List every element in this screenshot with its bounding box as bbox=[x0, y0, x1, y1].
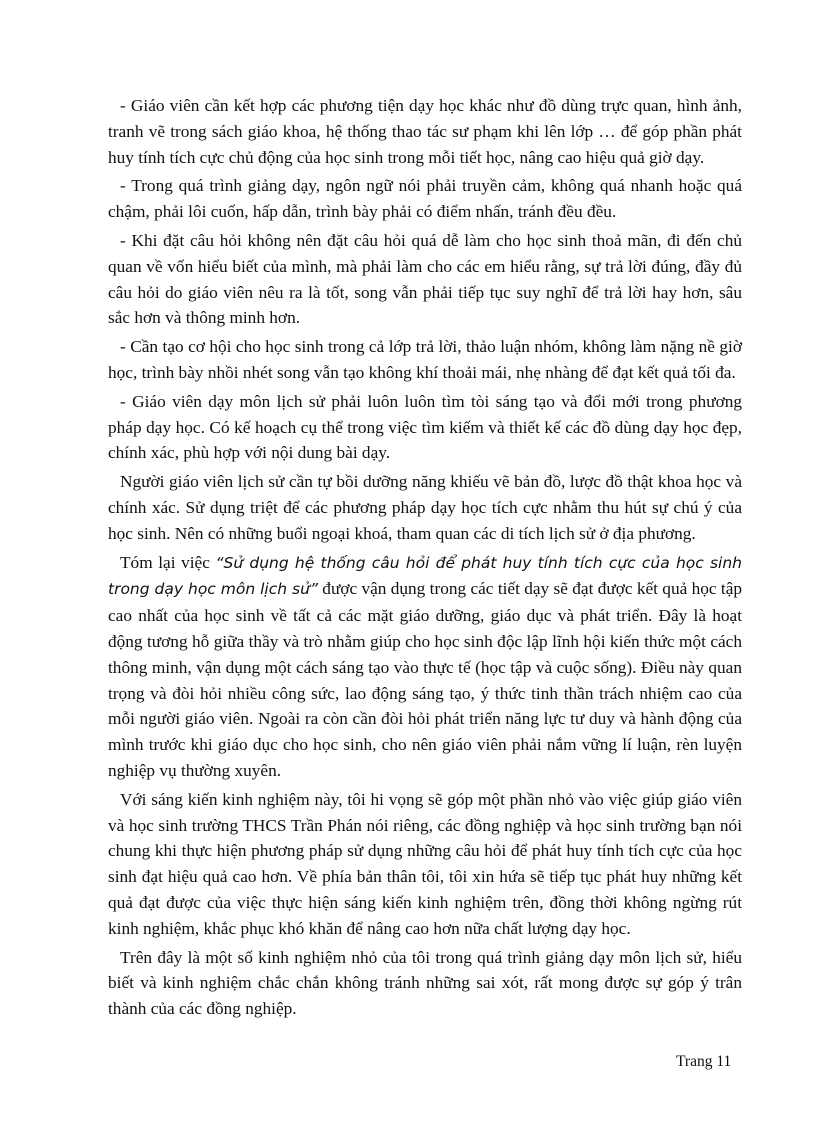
page-body bbox=[108, 93, 742, 1025]
paragraph-closing: Trên đây là một số kinh nghiệm nhỏ của tôi trong quá trình giảng dạy môn lịch sử, hiểu biết và kinh nghiệm chắc chắn không tránh những sai xót, rất mong được sự góp ý trân thành của các đồng nghiệp. bbox=[108, 947, 742, 1019]
paragraph-teaching-aids: - Giáo viên cần kết hợp các phương tiện dạy học khác như đồ dùng trực quan, hình ảnh, tranh vẽ trong sách giáo khoa, hệ thống thao tác sư phạm khi lên lớp … để góp phần phát huy tính tích cực chủ động của học sinh trong mỗi tiết học, nâng cao hiệu quả giờ dạy. bbox=[108, 96, 742, 167]
paragraph-questioning: - Khi đặt câu hỏi không nên đặt câu hỏi quá dễ làm cho học sinh thoả mãn, đi đến chủ quan về vốn hiểu biết của mình, mà phải làm cho các em hiểu rằng, sự trả lời đúng, đầy đủ câu hỏi do giáo viên nêu ra là tốt, song vẫn phải tiếp tục suy nghĩ để trả lời hay hơn, sâu sắc hơn và thông minh hơn. bbox=[108, 230, 742, 328]
summary-rest: được vận dụng trong các tiết dạy sẽ đạt được kết quả học tập cao nhất của học sinh về tất cả các mặt giáo dưỡng, giáo dục và phát triển. Đây là hoạt động tương hỗ giữa thầy và trò nhằm giúp cho học sinh độc lập lĩnh hội kiến thức một cách thông minh, vận dụng một cách sáng tạo vào thực tế (học tập và cuộc sống). Điều này quan trọng và đòi hỏi nhiều công sức, lao động sáng tạo, ý thức tinh thần trách nhiệm cao của mỗi người giáo viên. Ngoài ra còn cần đòi hỏi phát triển năng lực tư duy và hành động của mình trước khi giáo dục cho học sinh, cho nên giáo viên phải nắm vững lí luận, rèn luyện nghiệp vụ thường xuyên. bbox=[108, 579, 743, 780]
paragraph-class-participation: - Cần tạo cơ hội cho học sinh trong cả lớp trả lời, thảo luận nhóm, không làm nặng nề giờ học, trình bày nhồi nhét song vẫn tạo không khí thoải mái, nhẹ nhàng để đạt kết quả tối đa. bbox=[108, 337, 742, 382]
paragraph-maps: Người giáo viên lịch sử cần tự bồi dưỡng năng khiếu vẽ bản đồ, lược đồ thật khoa học và chính xác. Sử dụng triệt để các phương pháp dạy học tích cực nhằm thu hút sự chú ý của học sinh. Nên có những buổi ngoại khoá, tham quan các di tích lịch sử ở địa phương. bbox=[108, 472, 742, 543]
paragraph-speech: - Trong quá trình giảng dạy, ngôn ngữ nói phải truyền cảm, không quá nhanh hoặc quá chậm, phải lôi cuốn, hấp dẫn, trình bày phải có điểm nhấn, tránh đều đều. bbox=[108, 176, 742, 222]
page-number: Trang 11 bbox=[676, 1053, 732, 1070]
summary-quote: “Sử dụng hệ thống câu hỏi để phát huy tính tích cực của học sinh trong dạy học môn lịch sử” bbox=[108, 553, 743, 599]
paragraph-hopes: Với sáng kiến kinh nghiệm này, tôi hi vọng sẽ góp một phần nhỏ vào việc giúp giáo viên và học sinh trường THCS Trần Phán nói riêng, các đồng nghiệp và học sinh trường bạn nói chung khi thực hiện phương pháp sử dụng những câu hỏi để phát huy tính tích cực của học sinh đạt hiệu quả cao hơn. Về phía bản thân tôi, tôi xin hứa sẽ tiếp tục phát huy những kết quả đạt được của việc thực hiện sáng kiến kinh nghiệm trên, đồng thời không ngừng rút kinh nghiệm, khắc phục khó khăn để nâng cao hơn nữa chất lượng dạy học. bbox=[108, 789, 742, 938]
paragraph-summary bbox=[108, 550, 742, 784]
paragraph-innovation: - Giáo viên dạy môn lịch sử phải luôn luôn tìm tòi sáng tạo và đổi mới trong phương pháp dạy học. Có kế hoạch cụ thể trong việc tìm kiếm và thiết kế các đồ dùng dạy học đẹp, chính xác, phù hợp với nội dung bài dạy. bbox=[108, 391, 742, 463]
summary-lead: Tóm lại việc bbox=[120, 552, 216, 572]
